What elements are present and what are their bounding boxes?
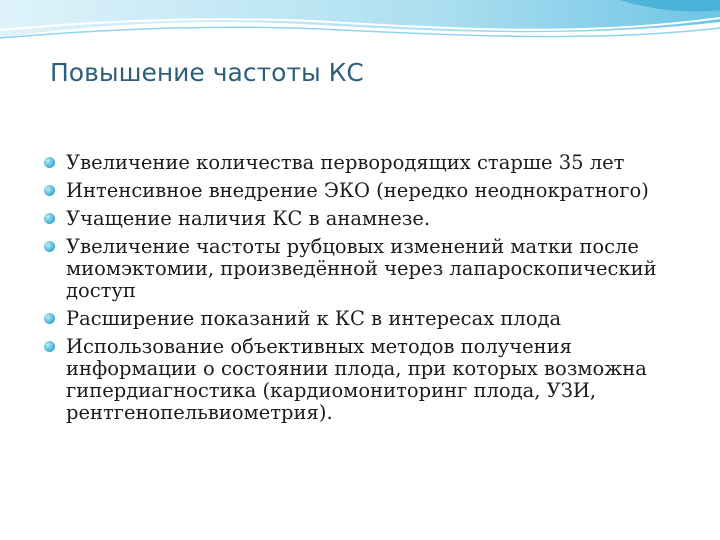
circle-bullet-icon	[44, 157, 55, 168]
bullet-item	[42, 336, 682, 424]
circle-bullet-icon	[44, 341, 55, 352]
circle-bullet-icon	[44, 185, 55, 196]
bullet-text: Увеличение частоты рубцовых изменений матки после миомэктомии, произведённой через лапароскопический доступ	[66, 235, 657, 302]
bullet-item	[42, 236, 682, 302]
circle-bullet-icon	[44, 241, 55, 252]
bullet-item	[42, 208, 682, 230]
bullet-text: Расширение показаний к КС в интересах плода	[66, 307, 562, 330]
circle-bullet-icon	[44, 213, 55, 224]
bullet-text: Увеличение количества первородящих старше 35 лет	[66, 151, 625, 174]
bullet-list	[42, 152, 682, 430]
circle-bullet-icon	[44, 313, 55, 324]
bullet-item	[42, 308, 682, 330]
slide-title: Повышение частоты КС	[50, 58, 364, 87]
bullet-text: Интенсивное внедрение ЭКО (нередко неоднократного)	[66, 179, 649, 202]
bullet-item	[42, 180, 682, 202]
bullet-text: Использование объективных методов получения информации о состоянии плода, при которых возможна гипердиагностика (кардиомониторинг плода, УЗИ, рентгенопельвиометрия).	[66, 335, 647, 424]
bullet-item	[42, 152, 682, 174]
bullet-text: Учащение наличия КС в анамнезе.	[66, 207, 431, 230]
